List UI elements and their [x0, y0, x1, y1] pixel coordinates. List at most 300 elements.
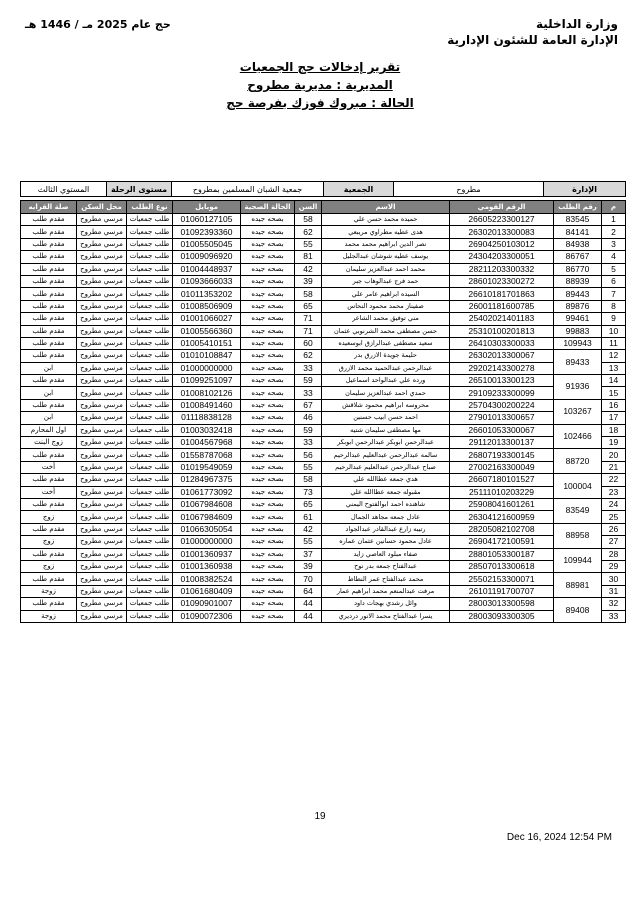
- residence: مرسي مطروح: [77, 288, 127, 300]
- applicant-name: رتيبه زارع عبدالقادر عبدالجواد: [322, 523, 450, 535]
- relationship: اول المحارم: [21, 424, 77, 436]
- relationship: مقدم طلب: [21, 263, 77, 275]
- national-id: 26510013300123: [450, 375, 554, 387]
- national-id: 24304203300051: [450, 251, 554, 263]
- applicant-name: سالمه عبدالرحمن عبدالعليم عبدالرحيم: [322, 449, 450, 461]
- table-row: [21, 226, 626, 238]
- row-number: 17: [602, 412, 626, 424]
- request-type: طلب جمعيات: [127, 399, 173, 411]
- column-header: الحالة الصحية: [241, 201, 295, 214]
- national-id: 29202143300278: [450, 362, 554, 374]
- residence: مرسي مطروح: [77, 511, 127, 523]
- age: 67: [295, 399, 322, 411]
- table-row: [21, 523, 626, 535]
- mobile-number: 01093666033: [173, 275, 241, 287]
- column-header: صلة القرابه: [21, 201, 77, 214]
- health-status: بصحه جيده: [241, 288, 295, 300]
- row-number: 22: [602, 474, 626, 486]
- residence: مرسي مطروح: [77, 585, 127, 597]
- ministry-header: [447, 16, 618, 48]
- residence: مرسي مطروح: [77, 325, 127, 337]
- national-id: 26304121600959: [450, 511, 554, 523]
- applicant-name: يسرا عبدالفتاح محمد الانور درديري: [322, 610, 450, 622]
- applicants-table: [20, 200, 626, 623]
- row-number: 1: [602, 214, 626, 226]
- applicant-name: مقبوله جمعه عطاالله علي: [322, 486, 450, 498]
- residence: مرسي مطروح: [77, 474, 127, 486]
- table-row: [21, 474, 626, 486]
- national-id: 25111010203229: [450, 486, 554, 498]
- applicant-name: مها مصطفى سليمان شتيه: [322, 424, 450, 436]
- request-type: طلب جمعيات: [127, 498, 173, 510]
- table-row: [21, 573, 626, 585]
- mobile-number: 01008382524: [173, 573, 241, 585]
- mobile-number: 01118838128: [173, 412, 241, 424]
- request-type: طلب جمعيات: [127, 214, 173, 226]
- mobile-number: 01004567968: [173, 437, 241, 449]
- applicant-name: السيده ابراهيم عامر علي: [322, 288, 450, 300]
- health-status: بصحه جيده: [241, 214, 295, 226]
- applicant-name: نصر الدين ابراهيم محمد محمد: [322, 238, 450, 250]
- applicant-name: محمد عبدالفتاح عمر النطاط: [322, 573, 450, 585]
- request-number: 84938: [554, 238, 602, 250]
- national-id: 26605223300127: [450, 214, 554, 226]
- national-id: 26807193300145: [450, 449, 554, 461]
- table-row: [21, 387, 626, 399]
- table-row: [21, 214, 626, 226]
- table-body: [21, 214, 626, 623]
- applicant-name: مني توفيق محمد الشاعر: [322, 313, 450, 325]
- row-number: 7: [602, 288, 626, 300]
- residence: مرسي مطروح: [77, 523, 127, 535]
- health-status: بصحه جيده: [241, 486, 295, 498]
- applicant-name: حمدي احمد عبدالعزيز سليمان: [322, 387, 450, 399]
- row-number: 9: [602, 313, 626, 325]
- column-header: موبايل: [173, 201, 241, 214]
- health-status: بصحه جيده: [241, 387, 295, 399]
- mobile-number: 01284967375: [173, 474, 241, 486]
- residence: مرسي مطروح: [77, 313, 127, 325]
- age: 81: [295, 251, 322, 263]
- national-id: 25908041601261: [450, 498, 554, 510]
- applicant-name: عبدالرحمن ابوبكر عبدالرحمن ابوبكر: [322, 437, 450, 449]
- request-type: طلب جمعيات: [127, 424, 173, 436]
- residence: مرسي مطروح: [77, 598, 127, 610]
- table-row: [21, 449, 626, 461]
- age: 65: [295, 498, 322, 510]
- request-type: طلب جمعيات: [127, 288, 173, 300]
- mobile-number: 01000000000: [173, 536, 241, 548]
- age: 59: [295, 375, 322, 387]
- table-row: [21, 263, 626, 275]
- table-row: [21, 350, 626, 362]
- request-number: 89408: [554, 598, 602, 623]
- table-row: [21, 362, 626, 374]
- residence: مرسي مطروح: [77, 536, 127, 548]
- health-status: بصحه جيده: [241, 424, 295, 436]
- health-status: بصحه جيده: [241, 362, 295, 374]
- relationship: ابن: [21, 362, 77, 374]
- age: 55: [295, 461, 322, 473]
- column-header: نوع الطلب: [127, 201, 173, 214]
- table-header-row: [21, 201, 626, 214]
- row-number: 33: [602, 610, 626, 622]
- applicant-name: صفيناز محمد محمود النحاس: [322, 300, 450, 312]
- request-type: طلب جمعيات: [127, 337, 173, 349]
- table-row: [21, 461, 626, 473]
- age: 62: [295, 350, 322, 362]
- residence: مرسي مطروح: [77, 498, 127, 510]
- request-number: 88981: [554, 573, 602, 598]
- national-id: 29109233300099: [450, 387, 554, 399]
- request-number: 102466: [554, 424, 602, 449]
- residence: مرسي مطروح: [77, 449, 127, 461]
- mobile-number: 01558787068: [173, 449, 241, 461]
- request-type: طلب جمعيات: [127, 226, 173, 238]
- row-number: 6: [602, 275, 626, 287]
- relationship: أخت: [21, 486, 77, 498]
- row-number: 5: [602, 263, 626, 275]
- table-row: [21, 313, 626, 325]
- relationship: مقدم طلب: [21, 325, 77, 337]
- national-id: 28211203300332: [450, 263, 554, 275]
- applicant-name: حمد فرج عبدالوهاب جبر: [322, 275, 450, 287]
- residence: مرسي مطروح: [77, 573, 127, 585]
- mobile-number: 01019549059: [173, 461, 241, 473]
- hajj-year: حج عام 2025 مـ / 1446 هـ: [25, 18, 171, 31]
- residence: مرسي مطروح: [77, 560, 127, 572]
- column-header: الاسم: [322, 201, 450, 214]
- trip-level-value: المستوي الثالث: [21, 182, 107, 197]
- request-type: طلب جمعيات: [127, 263, 173, 275]
- national-id: 25310100201813: [450, 325, 554, 337]
- request-number: 91936: [554, 375, 602, 400]
- national-id: 25402021401183: [450, 313, 554, 325]
- applicant-name: محمد احمد عبدالعزيز سليمان: [322, 263, 450, 275]
- age: 58: [295, 474, 322, 486]
- national-id: 26101191700707: [450, 585, 554, 597]
- applicant-name: صباح عبدالرحمن عبدالعليم عبدالرحيم: [322, 461, 450, 473]
- column-header: م: [602, 201, 626, 214]
- national-id: 28003013300598: [450, 598, 554, 610]
- request-type: طلب جمعيات: [127, 548, 173, 560]
- request-number: 89443: [554, 288, 602, 300]
- table-row: [21, 560, 626, 572]
- mobile-number: 01004448937: [173, 263, 241, 275]
- request-type: طلب جمعيات: [127, 437, 173, 449]
- request-number: 84141: [554, 226, 602, 238]
- residence: مرسي مطروح: [77, 412, 127, 424]
- mobile-number: 01008491460: [173, 399, 241, 411]
- age: 44: [295, 610, 322, 622]
- national-id: 28507013300618: [450, 560, 554, 572]
- health-status: بصحه جيده: [241, 300, 295, 312]
- request-type: طلب جمعيات: [127, 325, 173, 337]
- request-number: 88958: [554, 523, 602, 548]
- table-row: [21, 536, 626, 548]
- row-number: 28: [602, 548, 626, 560]
- report-titles: [0, 58, 640, 112]
- national-id: 26904250103012: [450, 238, 554, 250]
- health-status: بصحه جيده: [241, 610, 295, 622]
- residence: مرسي مطروح: [77, 362, 127, 374]
- relationship: مقدم طلب: [21, 238, 77, 250]
- age: 33: [295, 437, 322, 449]
- national-id: 25704300200224: [450, 399, 554, 411]
- residence: مرسي مطروح: [77, 399, 127, 411]
- directorate-title: المديرية : مديرية مطروح: [247, 78, 393, 92]
- mobile-number: 01008506909: [173, 300, 241, 312]
- relationship: زوج البنت: [21, 437, 77, 449]
- status-title: الحالة : مبروك فوزك بفرصة حج: [226, 96, 414, 110]
- request-number: 88939: [554, 275, 602, 287]
- health-status: بصحه جيده: [241, 313, 295, 325]
- mobile-number: 01001360937: [173, 548, 241, 560]
- residence: مرسي مطروح: [77, 350, 127, 362]
- national-id: 26607180101527: [450, 474, 554, 486]
- mobile-number: 01009096920: [173, 251, 241, 263]
- request-number: 99461: [554, 313, 602, 325]
- mobile-number: 01060127105: [173, 214, 241, 226]
- info-table: [20, 181, 626, 197]
- relationship: مقدم طلب: [21, 275, 77, 287]
- health-status: بصحه جيده: [241, 350, 295, 362]
- row-number: 19: [602, 437, 626, 449]
- national-id: 27901013300657: [450, 412, 554, 424]
- health-status: بصحه جيده: [241, 412, 295, 424]
- request-number: 109944: [554, 548, 602, 573]
- relationship: زوج: [21, 536, 77, 548]
- request-type: طلب جمعيات: [127, 585, 173, 597]
- mobile-number: 01005566360: [173, 325, 241, 337]
- age: 59: [295, 424, 322, 436]
- mobile-number: 01001066027: [173, 313, 241, 325]
- age: 71: [295, 313, 322, 325]
- national-id: 27002163300049: [450, 461, 554, 473]
- row-number: 12: [602, 350, 626, 362]
- health-status: بصحه جيده: [241, 275, 295, 287]
- row-number: 29: [602, 560, 626, 572]
- age: 39: [295, 275, 322, 287]
- row-number: 2: [602, 226, 626, 238]
- health-status: بصحه جيده: [241, 238, 295, 250]
- age: 44: [295, 598, 322, 610]
- applicant-name: يوسف عطيه شوشان عبدالجليل: [322, 251, 450, 263]
- relationship: زوجة: [21, 610, 77, 622]
- request-type: طلب جمعيات: [127, 375, 173, 387]
- request-type: طلب جمعيات: [127, 560, 173, 572]
- age: 65: [295, 300, 322, 312]
- residence: مرسي مطروح: [77, 610, 127, 622]
- request-type: طلب جمعيات: [127, 598, 173, 610]
- health-status: بصحه جيده: [241, 449, 295, 461]
- table-row: [21, 598, 626, 610]
- request-number: 83549: [554, 498, 602, 523]
- residence: مرسي مطروح: [77, 486, 127, 498]
- column-header: الرقم القومي: [450, 201, 554, 214]
- association-label: الجمعية: [324, 182, 394, 197]
- admin-label: الإدارة: [544, 182, 626, 197]
- mobile-number: 01001360938: [173, 560, 241, 572]
- request-number: 89876: [554, 300, 602, 312]
- table-row: [21, 288, 626, 300]
- mobile-number: 01003032418: [173, 424, 241, 436]
- age: 33: [295, 387, 322, 399]
- relationship: زوج: [21, 511, 77, 523]
- age: 64: [295, 585, 322, 597]
- residence: مرسي مطروح: [77, 437, 127, 449]
- request-type: طلب جمعيات: [127, 573, 173, 585]
- residence: مرسي مطروح: [77, 337, 127, 349]
- request-number: 86767: [554, 251, 602, 263]
- request-type: طلب جمعيات: [127, 238, 173, 250]
- applicant-name: عبدالرحمن عبدالحميد محمد الازرق: [322, 362, 450, 374]
- department-name: الإدارة العامة للشئون الإدارية: [447, 33, 618, 47]
- residence: مرسي مطروح: [77, 275, 127, 287]
- applicant-name: حسن مصطفى محمد الشرنوبي عثمان: [322, 325, 450, 337]
- applicant-name: صفاء مبلود العاصي زايد: [322, 548, 450, 560]
- relationship: ابن: [21, 412, 77, 424]
- row-number: 21: [602, 461, 626, 473]
- applicant-name: هدى عطيه مطراوي مريبعي: [322, 226, 450, 238]
- relationship: مقدم طلب: [21, 300, 77, 312]
- row-number: 10: [602, 325, 626, 337]
- table-row: [21, 498, 626, 510]
- age: 70: [295, 573, 322, 585]
- health-status: بصحه جيده: [241, 461, 295, 473]
- relationship: ابن: [21, 387, 77, 399]
- request-number: 109943: [554, 337, 602, 349]
- request-number: 99883: [554, 325, 602, 337]
- applicant-name: محروسه ابراهيم محمود شلاقش: [322, 399, 450, 411]
- print-timestamp: Dec 16, 2024 12:54 PM: [506, 832, 612, 843]
- relationship: مقدم طلب: [21, 523, 77, 535]
- request-number: 86770: [554, 263, 602, 275]
- column-header: رقم الطلب: [554, 201, 602, 214]
- request-type: طلب جمعيات: [127, 523, 173, 535]
- health-status: بصحه جيده: [241, 399, 295, 411]
- national-id: 26001181600785: [450, 300, 554, 312]
- age: 46: [295, 412, 322, 424]
- table-row: [21, 325, 626, 337]
- mobile-number: 01000000000: [173, 362, 241, 374]
- table-row: [21, 412, 626, 424]
- health-status: بصحه جيده: [241, 536, 295, 548]
- row-number: 26: [602, 523, 626, 535]
- request-number: 89433: [554, 350, 602, 375]
- health-status: بصحه جيده: [241, 325, 295, 337]
- trip-level-label: مستوى الرحلة: [107, 182, 172, 197]
- request-type: طلب جمعيات: [127, 486, 173, 498]
- mobile-number: 01005410151: [173, 337, 241, 349]
- table-row: [21, 300, 626, 312]
- age: 62: [295, 226, 322, 238]
- request-type: طلب جمعيات: [127, 275, 173, 287]
- request-type: طلب جمعيات: [127, 449, 173, 461]
- mobile-number: 01061680409: [173, 585, 241, 597]
- table-row: [21, 610, 626, 622]
- request-type: طلب جمعيات: [127, 474, 173, 486]
- request-type: طلب جمعيات: [127, 387, 173, 399]
- health-status: بصحه جيده: [241, 548, 295, 560]
- applicant-name: عادل محمود حسانين عثمان عماره: [322, 536, 450, 548]
- table-row: [21, 337, 626, 349]
- relationship: مقدم طلب: [21, 449, 77, 461]
- row-number: 18: [602, 424, 626, 436]
- health-status: بصحه جيده: [241, 498, 295, 510]
- health-status: بصحه جيده: [241, 474, 295, 486]
- residence: مرسي مطروح: [77, 548, 127, 560]
- health-status: بصحه جيده: [241, 251, 295, 263]
- applicant-name: احمد حسن ابيب حسنين: [322, 412, 450, 424]
- health-status: بصحه جيده: [241, 263, 295, 275]
- relationship: مقدم طلب: [21, 337, 77, 349]
- national-id: 28003093300305: [450, 610, 554, 622]
- request-number: 103267: [554, 399, 602, 424]
- mobile-number: 01010108847: [173, 350, 241, 362]
- row-number: 4: [602, 251, 626, 263]
- request-number: 88720: [554, 449, 602, 474]
- age: 58: [295, 214, 322, 226]
- row-number: 23: [602, 486, 626, 498]
- table-row: [21, 437, 626, 449]
- applicant-name: وائل رشدي بهجات داود: [322, 598, 450, 610]
- applicant-name: هدي جمعه عطاالله علي: [322, 474, 450, 486]
- health-status: بصحه جيده: [241, 437, 295, 449]
- table-row: [21, 585, 626, 597]
- health-status: بصحه جيده: [241, 560, 295, 572]
- relationship: مقدم طلب: [21, 350, 77, 362]
- mobile-number: 01061773092: [173, 486, 241, 498]
- table-row: [21, 238, 626, 250]
- table-row: [21, 375, 626, 387]
- health-status: بصحه جيده: [241, 226, 295, 238]
- residence: مرسي مطروح: [77, 263, 127, 275]
- mobile-number: 01092393360: [173, 226, 241, 238]
- relationship: مقدم طلب: [21, 375, 77, 387]
- relationship: مقدم طلب: [21, 399, 77, 411]
- national-id: 26302013300083: [450, 226, 554, 238]
- national-id: 29112013300137: [450, 437, 554, 449]
- age: 55: [295, 238, 322, 250]
- age: 42: [295, 263, 322, 275]
- request-type: طلب جمعيات: [127, 251, 173, 263]
- mobile-number: 01067984609: [173, 511, 241, 523]
- relationship: أخت: [21, 461, 77, 473]
- age: 39: [295, 560, 322, 572]
- row-number: 3: [602, 238, 626, 250]
- table-row: [21, 275, 626, 287]
- table-row: [21, 251, 626, 263]
- applicant-name: مرفت عبدالمنعم محمد ابراهيم عمار: [322, 585, 450, 597]
- age: 37: [295, 548, 322, 560]
- residence: مرسي مطروح: [77, 300, 127, 312]
- mobile-number: 01099251097: [173, 375, 241, 387]
- national-id: 28801053300187: [450, 548, 554, 560]
- request-type: طلب جمعيات: [127, 350, 173, 362]
- relationship: زوج: [21, 560, 77, 572]
- mobile-number: 01090072306: [173, 610, 241, 622]
- table-row: [21, 511, 626, 523]
- row-number: 30: [602, 573, 626, 585]
- row-number: 25: [602, 511, 626, 523]
- relationship: مقدم طلب: [21, 313, 77, 325]
- table-row: [21, 486, 626, 498]
- row-number: 16: [602, 399, 626, 411]
- relationship: مقدم طلب: [21, 214, 77, 226]
- request-type: طلب جمعيات: [127, 461, 173, 473]
- request-type: طلب جمعيات: [127, 511, 173, 523]
